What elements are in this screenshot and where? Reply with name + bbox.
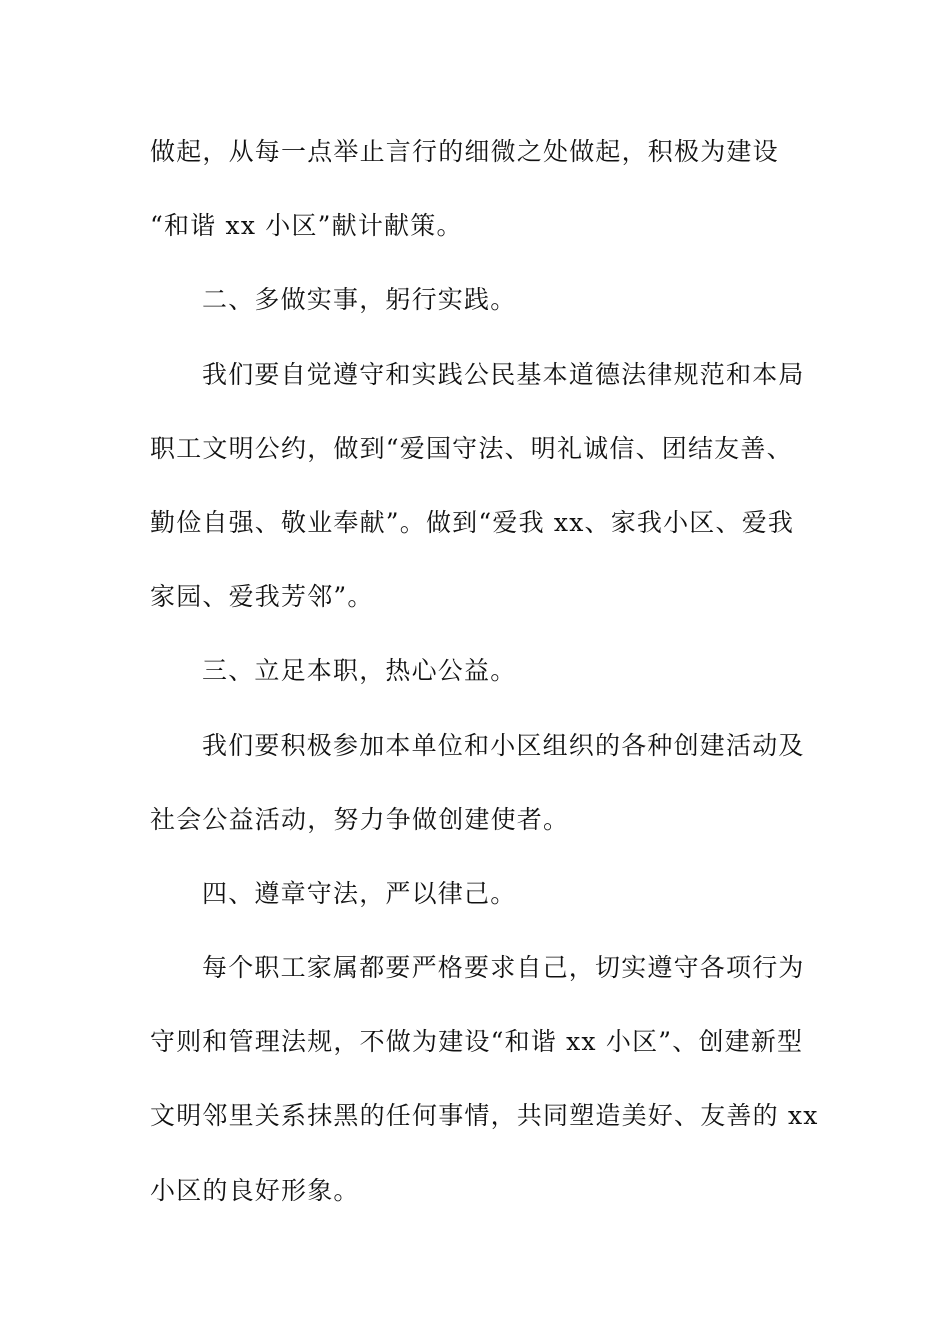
text-line: 做起，从每一点举止言行的细微之处做起，积极为建设 xyxy=(150,137,779,166)
section-heading: 二、多做实事，躬行实践。 xyxy=(202,285,517,315)
text-line: 勤俭自强、敬业奉献”。做到“爱我 xx、家我小区、爱我 xyxy=(150,507,795,537)
text-line: 守则和管理法规，不做为建设“和谐 xx 小区”、创建新型 xyxy=(150,1027,804,1057)
text-line: “和谐 xx 小区”献计献策。 xyxy=(150,211,463,241)
section-heading: 三、立足本职，热心公益。 xyxy=(202,656,517,686)
document-body xyxy=(150,115,819,1228)
text-line: 家园、爱我芳邻”。 xyxy=(150,582,374,612)
text-line: 职工文明公约，做到“爱国守法、明礼诚信、团结友善、 xyxy=(150,433,793,463)
text-line: 社会公益活动，努力争做创建使者。 xyxy=(150,804,570,834)
text-line: 文明邻里关系抹黑的任何事情，共同塑造美好、友善的 xx xyxy=(150,1101,819,1131)
text-line: 我们要积极参加本单位和小区组织的各种创建活动及 xyxy=(202,730,805,760)
text-line: 我们要自觉遵守和实践公民基本道德法律规范和本局 xyxy=(202,359,805,389)
text-line: 小区的良好形象。 xyxy=(150,1175,360,1205)
section-heading: 四、遵章守法，严以律己。 xyxy=(202,878,517,908)
text-line: 每个职工家属都要严格要求自己，切实遵守各项行为 xyxy=(202,953,805,983)
